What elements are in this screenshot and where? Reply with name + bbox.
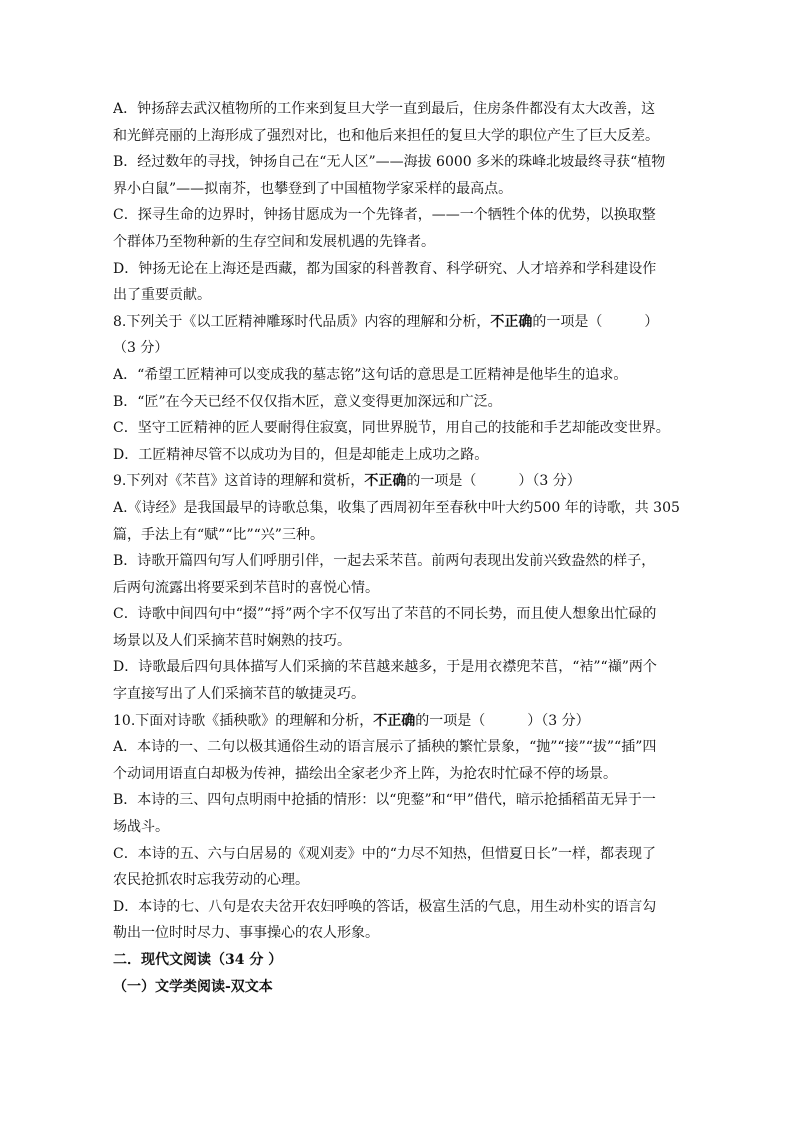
text-line: 场战斗。 [113, 819, 169, 836]
text-line: D．本诗的七、八句是农夫岔开农妇呼唤的答话，极富生活的气息，用生动朴实的语言勾 [113, 898, 657, 915]
text-line: A．钟扬辞去武汉植物所的工作来到复旦大学一直到最后，住房条件都没有太大改善，这 [113, 101, 656, 117]
text-line: 出了重要贡献。 [113, 287, 211, 304]
q9-option-d [113, 654, 683, 707]
text-line: B．本诗的三、四句点明雨中抢插的情形：以“兜鍪”和“甲”借代，暗示抢插稻苗无异于一 [113, 792, 656, 809]
q9-stem [113, 468, 683, 495]
q9-option-b [113, 548, 683, 601]
text-line: 和光鲜亮丽的上海形成了强烈对比，也和他后来担任的复旦大学的职位产生了巨大反差。 [113, 127, 659, 144]
text-line: 农民抢抓农时忘我劳动的心理。 [113, 872, 309, 889]
q7-option-d [113, 256, 683, 309]
q10-stem [113, 708, 683, 735]
q8-score: （3 分） [113, 340, 169, 357]
q9-option-a [113, 495, 683, 548]
text-line: C．本诗的五、六与白居易的《观刈麦》中的“力尽不知热，但惜夏日长”一样，都表现了 [113, 845, 657, 862]
subsection-heading: （一）文学类阅读-双文本 [113, 978, 273, 995]
q7-option-b [113, 149, 683, 202]
q9-option-c [113, 601, 683, 654]
q8-stem-emphasis: 不正确 [490, 313, 533, 330]
q8-option-b: B．“匠”在今天已经不仅仅指木匠，意义变得更加深远和广泛。 [113, 393, 502, 410]
q8-option-a: A．“希望工匠精神可以变成我的墓志铭”这句话的意思是工匠精神是他毕生的追求。 [113, 366, 628, 383]
section-heading: 二．现代文阅读（34 分 ） [113, 952, 283, 968]
text-line: 个群体乃至物种新的生存空间和发展机遇的先锋者。 [113, 233, 435, 250]
text-line: D．诗歌最后四句具体描写人们采摘的芣苢越来越多，于是用衣襟兜芣苢，“袺”“襭”两个 [113, 659, 657, 676]
q7-option-a [113, 96, 683, 149]
text-line: D．钟扬无论在上海还是西藏，都为国家的科普教育、科学研究、人才培养和学科建设作 [113, 260, 657, 277]
text-line: 个动词用语直白却极为传神，描绘出全家老少齐上阵，为抢农时忙碌不停的场景。 [113, 765, 617, 782]
exam-page [113, 96, 683, 1000]
q10-option-a [113, 734, 683, 787]
q10-stem-emphasis: 不正确 [373, 712, 416, 729]
text-line: C．探寻生命的边界时，钟扬甘愿成为一个先锋者，——一个牺牲个体的优势，以换取整 [113, 207, 656, 224]
q8-stem-text: 8.下列关于《以工匠精神雕琢时代品质》内容的理解和分析， [113, 313, 491, 330]
text-line: 篇，手法上有“赋”“比”“兴”三种。 [113, 526, 324, 543]
q10-option-c [113, 841, 683, 894]
text-line: 后两句流露出将要采到芣苢时的喜悦心情。 [113, 579, 379, 596]
q8-stem-tail: 的一项是（ ） [532, 313, 659, 330]
q8-option-c: C．坚守工匠精神的匠人要耐得住寂寞，同世界脱节，用自己的技能和手艺却能改变世界。 [113, 420, 670, 437]
q8-option-d: D．工匠精神尽管不以成功为目的，但是却能走上成功之路。 [113, 446, 489, 463]
q10-stem-text: 10.下面对诗歌《插秧歌》的理解和分析， [113, 712, 374, 729]
text-line: B．经过数年的寻找，钟扬自己在“无人区”——海拔 6000 多米的珠峰北坡最终寻获“植物 [113, 154, 666, 171]
text-line: B．诗歌开篇四句写人们呼朋引伴，一起去采芣苢。前两句表现出发前兴致盎然的样子， [113, 553, 656, 570]
q10-stem-tail: 的一项是（ ）（3 分） [415, 712, 590, 729]
q10-option-d [113, 894, 683, 947]
q10-option-b [113, 787, 683, 840]
q9-stem-text: 9.下列对《芣苢》这首诗的理解和赏析， [113, 473, 365, 490]
text-line: 字直接写出了人们采摘芣苢的敏捷灵巧。 [113, 686, 365, 703]
text-line: 场景以及人们采摘芣苢时娴熟的技巧。 [113, 632, 351, 649]
text-line: C．诗歌中间四句中“掇”“捋”两个字不仅写出了芣苢的不同长势，而且使人想象出忙碌的 [113, 606, 657, 623]
text-line: A．本诗的一、二句以极其通俗生动的语言展示了插秧的繁忙景象，“抛”“接”“拔”“插”四 [113, 739, 657, 756]
q7-option-c [113, 202, 683, 255]
q9-stem-emphasis: 不正确 [364, 473, 407, 490]
text-line: A.《诗经》是我国最早的诗歌总集，收集了西周初年至春秋中叶大约500 年的诗歌，共 305 [113, 499, 680, 516]
text-line: 勒出一位时时尽力、事事操心的农人形象。 [113, 925, 379, 942]
text-line: 界小白鼠”——拟南芥，也攀登到了中国植物学家采样的最高点。 [113, 180, 513, 197]
q8-stem [113, 309, 683, 336]
q9-stem-tail: 的一项是（ ）（3 分） [406, 473, 581, 490]
